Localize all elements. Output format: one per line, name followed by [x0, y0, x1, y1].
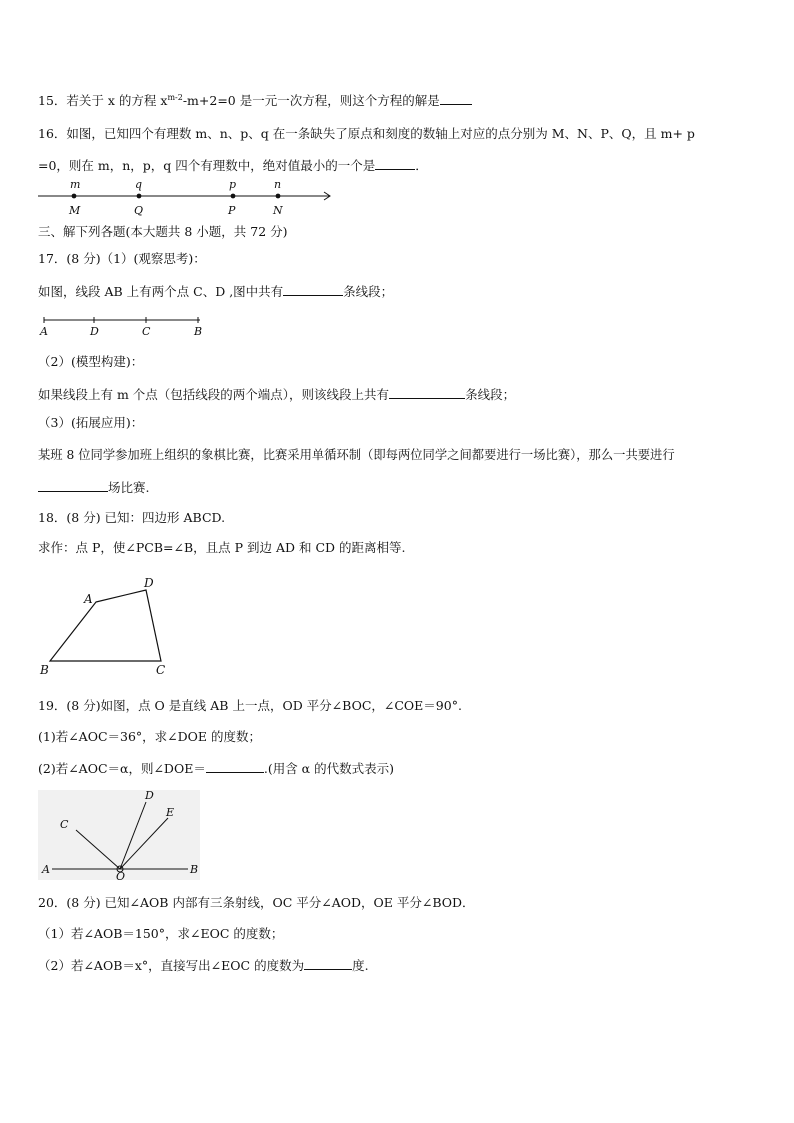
point-q	[137, 194, 142, 199]
quadrilateral-ABCD	[50, 590, 161, 661]
quad-label-C: C	[156, 663, 166, 677]
seg-label-C: C	[142, 325, 151, 338]
q18-head: 18．(8 分) 已知：四边形 ABCD.	[38, 510, 226, 525]
q17-p3	[38, 386, 515, 403]
q17-p6-text: 场比赛.	[108, 480, 150, 495]
q15-part-a: 15．若关于 x 的方程 x	[38, 93, 168, 109]
angle-label-E: E	[166, 806, 175, 819]
q20-answer-blank[interactable]	[304, 957, 352, 970]
q18-quadrilateral-figure	[38, 575, 178, 680]
label-N: N	[273, 204, 283, 217]
q15-text	[38, 90, 472, 109]
q20-p2-end: 度.	[352, 958, 369, 973]
q16-line1: 16．如图，已知四个有理数 m、n、p、q 在一条缺失了原点和刻度的数轴上对应的点分别为 M、N、P、Q，且 m+ p	[38, 126, 695, 141]
label-p: p	[229, 178, 237, 191]
label-m: m	[70, 178, 81, 191]
label-P: P	[228, 204, 236, 217]
q17-p4: （3）(拓展应用)：	[38, 415, 144, 430]
q16-line2	[38, 157, 428, 174]
angle-label-D: D	[145, 789, 154, 802]
q19-p2-end: .(用含 α 的代数式表示)	[263, 761, 394, 776]
seg-label-B: B	[194, 325, 203, 338]
angle-label-A: A	[42, 863, 50, 876]
label-Q: Q	[134, 204, 144, 217]
point-n	[276, 194, 281, 199]
quad-label-B: B	[40, 663, 49, 677]
label-n: n	[274, 178, 282, 191]
point-m	[72, 194, 77, 199]
seg-label-A: A	[40, 325, 48, 338]
angle-label-B: B	[190, 863, 199, 876]
q16-line2-text: =0，则在 m，n，p，q 四个有理数中，绝对值最小的一个是	[38, 158, 376, 173]
q19-answer-blank[interactable]	[206, 760, 264, 773]
q17-head: 17．(8 分)（1）(观察思考)：	[38, 251, 206, 266]
quad-label-D: D	[144, 576, 154, 590]
q15-answer-blank[interactable]	[440, 92, 472, 105]
q17-answer-blank-3[interactable]	[38, 479, 108, 492]
q19-p2	[38, 760, 394, 777]
angle-label-C: C	[60, 818, 69, 831]
q20-head: 20．(8 分) 已知∠AOB 内部有三条射线，OC 平分∠AOD，OE 平分∠BOD．	[38, 895, 475, 910]
q17-answer-blank-2[interactable]	[389, 386, 465, 399]
q17-p1-end: 条线段；	[343, 284, 394, 299]
q20-p2	[38, 957, 369, 974]
q20-p1: （1）若∠AOB＝150°，求∠EOC 的度数；	[38, 926, 284, 941]
q16-answer-blank[interactable]	[375, 157, 415, 170]
q19-p1: (1)若∠AOC＝36°，求∠DOE 的度数；	[38, 729, 262, 744]
seg-label-D: D	[90, 325, 99, 338]
section-3-title: 三、解下列各题(本大题共 8 小题，共 72 分)	[38, 224, 288, 239]
q17-segment-figure	[38, 310, 208, 338]
q17-p3-end: 条线段；	[465, 387, 516, 402]
q17-answer-blank-1[interactable]	[283, 283, 343, 296]
quad-label-A: A	[84, 592, 93, 606]
point-p	[231, 194, 236, 199]
label-q: q	[135, 178, 143, 191]
q17-p6	[38, 479, 149, 496]
q17-p3-text: 如果线段上有 m 个点（包括线段的两个端点），则该线段上共有	[38, 387, 390, 402]
q19-angle-figure	[38, 790, 203, 882]
q19-p2-text: (2)若∠AOC＝α，则∠DOE＝	[38, 761, 206, 776]
q15-part-b: -m+2=0 是一元一次方程，则这个方程的解是	[182, 93, 440, 109]
q19-head: 19．(8 分)如图，点 O 是直线 AB 上一点，OD 平分∠BOC，∠COE＝90°.	[38, 698, 462, 713]
q20-p2-text: （2）若∠AOB＝x°，直接写出∠EOC 的度数为	[38, 958, 305, 973]
q17-p1-text: 如图，线段 AB 上有两个点 C、D ,图中共有	[38, 284, 284, 299]
q17-p5: 某班 8 位同学参加班上组织的象棋比赛，比赛采用单循环制（即每两位同学之间都要进行一场比赛），那么一共要进行	[38, 448, 675, 462]
q18-task: 求作：点 P，使∠PCB=∠B，且点 P 到边 AD 和 CD 的距离相等.	[38, 540, 406, 555]
label-M: M	[69, 204, 81, 217]
q16-number-line-figure	[38, 176, 338, 218]
q15-exponent: m-2	[167, 93, 183, 102]
angle-label-O: O	[116, 870, 126, 883]
q17-p2: （2）(模型构建)：	[38, 354, 144, 369]
q17-p1	[38, 283, 393, 300]
q16-line2-end: ．	[415, 158, 428, 173]
